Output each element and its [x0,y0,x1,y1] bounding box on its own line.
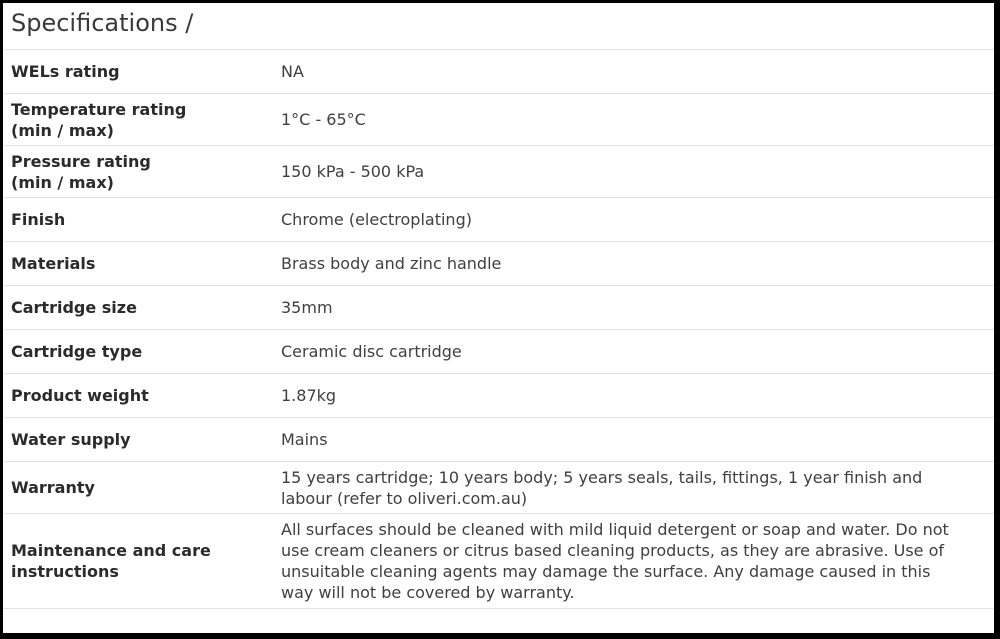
spec-label: Cartridge size [3,286,281,330]
spec-value: Mains [281,418,994,462]
table-row [3,286,994,330]
spec-label-line: Temperature rating (min / max) [11,99,187,140]
spec-label: Product weight [3,374,281,418]
spec-label [3,94,281,146]
spec-label: WELs rating [3,50,281,94]
spec-label [3,146,281,198]
spec-label-line: Pressure rating (min / max) [11,151,151,192]
spec-value: 35mm [281,286,994,330]
table-row [3,330,994,374]
table-row [3,50,994,94]
spec-value: Chrome (electroplating) [281,198,994,242]
spec-value: 15 years cartridge; 10 years body; 5 years seals, tails, fittings, 1 year finish and labour (refer to oliveri.com.au) [281,462,994,514]
table-row [3,514,994,609]
table-row [3,462,994,514]
table-row [3,94,994,146]
table-row [3,418,994,462]
table-row [3,374,994,418]
spec-value: Brass body and zinc handle [281,242,994,286]
specifications-table [3,50,994,609]
spec-value: Ceramic disc cartridge [281,330,994,374]
spec-value: 150 kPa - 500 kPa [281,146,994,198]
spec-label: Cartridge type [3,330,281,374]
spec-value: 1°C - 65°C [281,94,994,146]
spec-value: All surfaces should be cleaned with mild liquid detergent or soap and water. Do not use cream cleaners or citrus based cleaning products, as they are abrasive. Use of unsuitable cleaning agents may damage the surface. Any damage caused in this way will not be covered by warranty. [281,514,994,609]
table-row [3,242,994,286]
spec-label: Materials [3,242,281,286]
table-row [3,146,994,198]
spec-label: Warranty [3,462,281,514]
table-row [3,198,994,242]
page-title: Specifications / [3,3,994,50]
spec-label: Finish [3,198,281,242]
spec-label: Water supply [3,418,281,462]
spec-value: NA [281,50,994,94]
spec-value: 1.87kg [281,374,994,418]
spec-label: Maintenance and care instructions [3,514,281,609]
